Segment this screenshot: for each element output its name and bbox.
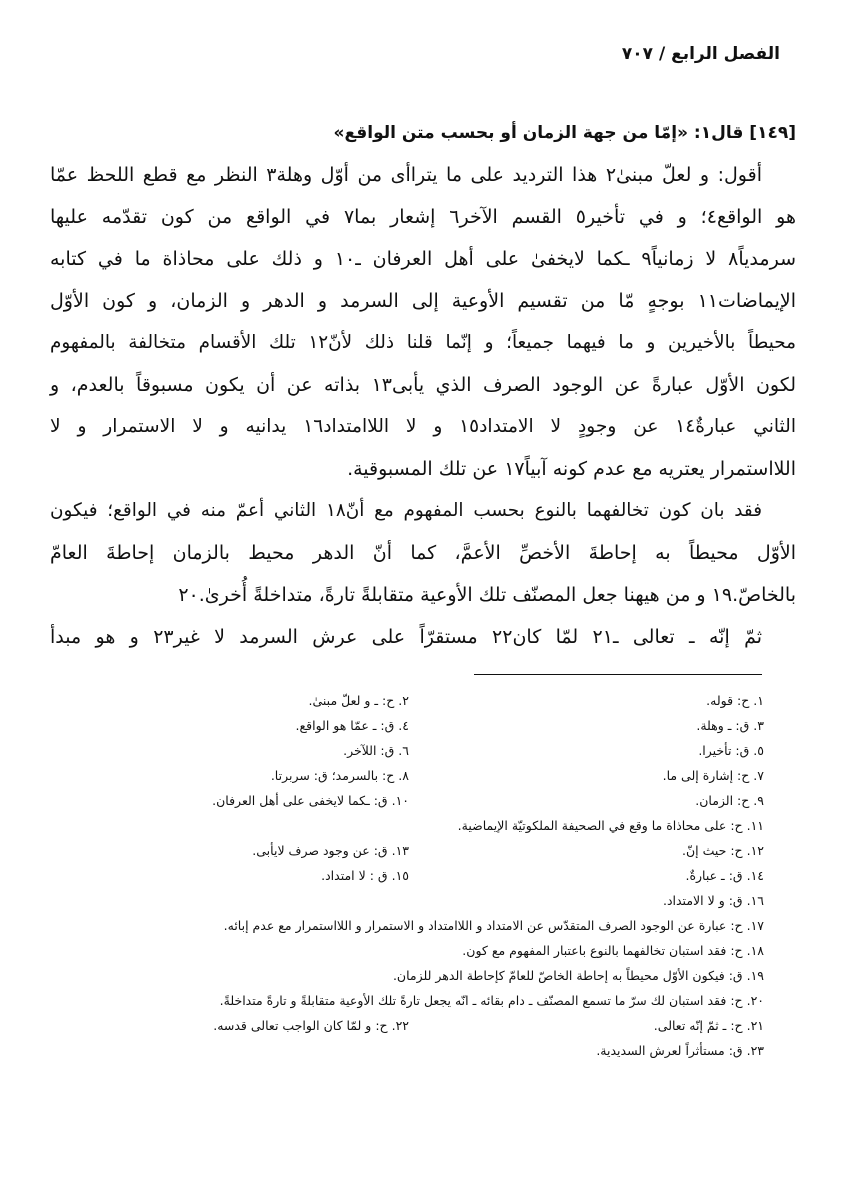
text-line: الأوّل محيطاً به إحاطةَ الأخصِّ الأعمَّ، كما أنّ الدهر محيط بالزمان إحاطةَ العامّ xyxy=(50,542,796,564)
footnote-row xyxy=(74,963,764,988)
footnote: ١٧. ح: عبارة عن الوجود الصرف المتقدّس عن الامتداد و اللاامتداد و الاستمرار و اللااستمرار مع عدم إبائه. xyxy=(223,918,764,933)
footnotes xyxy=(74,688,764,1063)
footnote: ٢٣. ق: مستأثراً لعرش السديدية. xyxy=(596,1043,764,1058)
footnote-separator xyxy=(474,674,762,675)
text-line: بالخاصّ.١٩ و من هيهنا جعل المصنّف تلك الأوعية متقابلةً تارةً، متداخلةً أُخرىٰ.٢٠ xyxy=(178,584,796,606)
footnote-row xyxy=(74,1038,764,1063)
footnote-row xyxy=(74,763,764,788)
footnote: ٢١. ح: ـ ثمّ إنّه تعالى. xyxy=(653,1018,764,1033)
footnote: ٦. ق: اللآخر. xyxy=(343,743,409,758)
text-line: سرمدياً٨ لا زمانياً٩ ـكما لايخفىٰ على أهل العرفان ـ١٠ و ذلك على محاذاة ما في كتابه xyxy=(50,248,796,270)
footnote: ٥. ق: تأخيرا. xyxy=(698,743,764,758)
footnote: ١٨. ح: فقد استبان تخالفهما بالنوع باعتبار المفهوم مع كون. xyxy=(462,943,764,958)
text-line: لكون الأوّل عبارةً عن الوجود الصرف الذي يأبى١٣ بذاته عن أن يكون مسبوقاً بالعدم، و xyxy=(50,374,796,396)
footnote-row xyxy=(74,863,764,888)
footnote: ٨. ح: بالسرمد؛ ق: سربرتا. xyxy=(270,768,409,783)
footnote: ٤. ق: ـ عمّا هو الواقع. xyxy=(295,718,409,733)
footnote: ٧. ح: إشارة إلى ما. xyxy=(662,768,764,783)
footnote: ١. ح: قوله. xyxy=(706,693,764,708)
footnote: ٣. ق: ـ وهلة. xyxy=(696,718,764,733)
text-line: ثمّ إنّه ـ تعالى ـ٢١ لمّا كان٢٢ مستقرّاً على عرش السرمد لا غير٢٣ و هو مبدأ xyxy=(50,626,762,648)
footnote-row xyxy=(74,913,764,938)
footnote: ١٩. ق: فيكون الأوّل محيطاً به إحاطة الخاصّ للعامّ كإحاطة الدهر للزمان. xyxy=(392,968,764,983)
section-heading: [١٤٩] قال١: «إمّا من جهة الزمان أو بحسب متن الواقع» xyxy=(333,123,796,143)
text-line: اللااستمرار يعتريه مع عدم كونه آبياً١٧ عن تلك المسبوقية. xyxy=(347,458,796,480)
footnote-row xyxy=(74,813,764,838)
text-line: الثاني عبارةٌ١٤ عن وجودٍ لا الامتداد١٥ و لا اللاامتداد١٦ يدانيه و لا الاستمرار و لا xyxy=(50,416,796,437)
footnote: ١٦. ق: و لا الامتداد. xyxy=(662,893,764,908)
text-line: محيطاً بالأخيرين و ما فيهما جميعاً؛ و إنّما قلنا ذلك لأنّ١٢ تلك الأقسام متخالفة بالمفهوم xyxy=(50,332,796,353)
footnote: ١٤. ق: ـ عبارةٌ. xyxy=(685,868,764,883)
footnote-row xyxy=(74,938,764,963)
footnote: ٢. ح: ـ و لعلّ مبنىٰ. xyxy=(308,693,409,708)
footnote: ٩. ح: الزمان. xyxy=(695,793,764,808)
footnote: ١٢. ح: حيث إنّ. xyxy=(681,843,764,858)
footnote: ١١. ح: على محاذاة ما وقع في الصحيفة الملكوتيّة الإيماضية. xyxy=(457,818,764,833)
footnote: ٢٠. ح: فقد استبان لك سرّ ما تسمع المصنّف ـ دام بقائه ـ انّه يجعل تارةً تلك الأوعية متقابلةً و تارةً متداخلةً. xyxy=(219,993,764,1008)
footnote-row xyxy=(74,688,764,713)
text-line: أقول: و لعلّ مبنىٰ٢ هذا الترديد على ما يتراأى من أوّل وهلة٣ النظر مع قطع اللحظ عمّا xyxy=(50,164,762,186)
footnote-row xyxy=(74,713,764,738)
text-line: فقد بان كون تخالفهما بالنوع بحسب المفهوم مع أنّ١٨ الثاني أعمّ منه في الواقع؛ فيكون xyxy=(50,500,762,521)
footnote: ١٣. ق: عن وجود صرف لايأبى. xyxy=(252,843,409,858)
footnote: ١٠. ق: ـكما لايخفى على أهل العرفان. xyxy=(212,793,409,808)
footnote-row xyxy=(74,738,764,763)
main-text xyxy=(50,112,796,658)
text-line: هو الواقع٤؛ و في تأخير٥ القسم الآخر٦ إشعار بما٧ في الواقع من كون تقدّمه عليها xyxy=(50,206,796,228)
footnote-row xyxy=(74,888,764,913)
footnote-row xyxy=(74,988,764,1013)
footnote-row xyxy=(74,1013,764,1038)
footnote: ٢٢. ح: و لمّا كان الواجب تعالى قدسه. xyxy=(213,1018,409,1033)
footnote-row xyxy=(74,838,764,863)
footnote: ١٥. ق : لا امتداد. xyxy=(321,868,409,883)
text-line: الإيماضات١١ بوجهٍ مّا من تقسيم الأوعية إلى السرمد و الدهر و الزمان، و كون الأوّل xyxy=(50,290,796,312)
running-header: الفصل الرابع / ٧٠٧ xyxy=(621,44,780,64)
footnote-row xyxy=(74,788,764,813)
